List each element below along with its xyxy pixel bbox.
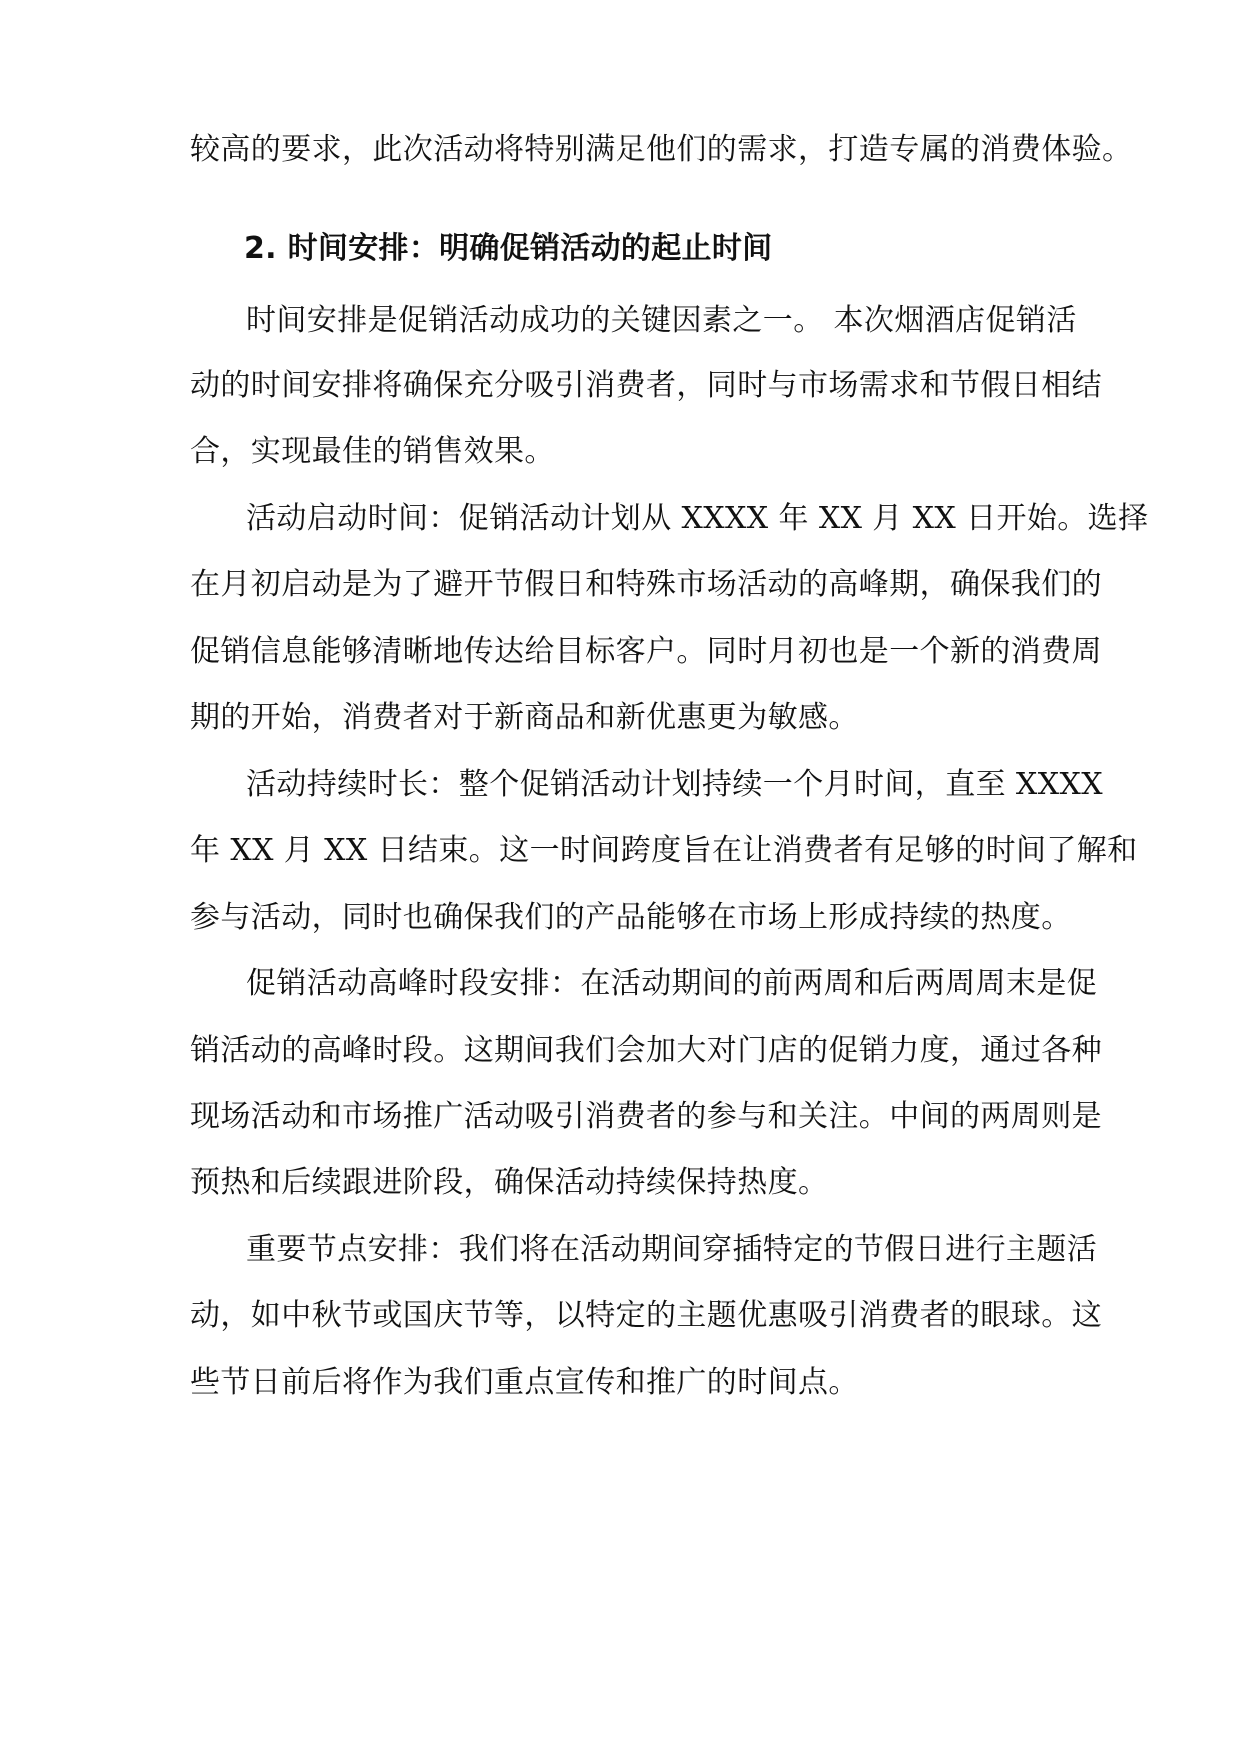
paragraph-line: 促销信息能够清晰地传达给目标客户。同时月初也是一个新的消费周	[190, 634, 1102, 669]
paragraph-line: 现场活动和市场推广活动吸引消费者的参与和关注。中间的两周则是	[190, 1099, 1102, 1134]
section-heading: 2. 时间安排：明确促销活动的起止时间	[244, 231, 773, 266]
paragraph-line: 重要节点安排：我们将在活动期间穿插特定的节假日进行主题活	[246, 1232, 1098, 1267]
paragraph-line: 参与活动，同时也确保我们的产品能够在市场上形成持续的热度。	[190, 900, 1072, 935]
paragraph-line: 期的开始，消费者对于新商品和新优惠更为敏感。	[190, 700, 859, 735]
paragraph-line: 些节日前后将作为我们重点宣传和推广的时间点。	[190, 1365, 859, 1400]
paragraph-line: 年 XX 月 XX 日结束。这一时间跨度旨在让消费者有足够的时间了解和	[190, 833, 1138, 868]
paragraph-line: 时间安排是促销活动成功的关键因素之一。 本次烟酒店促销活	[246, 303, 1077, 338]
paragraph-line: 动的时间安排将确保充分吸引消费者，同时与市场需求和节假日相结	[190, 368, 1102, 403]
paragraph-line: 较高的要求，此次活动将特别满足他们的需求，打造专属的消费体验。	[190, 132, 1133, 167]
paragraph-line: 动，如中秋节或国庆节等，以特定的主题优惠吸引消费者的眼球。这	[190, 1298, 1102, 1333]
paragraph-line: 促销活动高峰时段安排：在活动期间的前两周和后两周周末是促	[246, 966, 1098, 1001]
paragraph-line: 在月初启动是为了避开节假日和特殊市场活动的高峰期，确保我们的	[190, 567, 1102, 602]
paragraph-line: 活动持续时长：整个促销活动计划持续一个月时间，直至 XXXX	[246, 767, 1103, 802]
paragraph-line: 预热和后续跟进阶段，确保活动持续保持热度。	[190, 1165, 829, 1200]
paragraph-line: 合，实现最佳的销售效果。	[190, 434, 555, 469]
paragraph-line: 活动启动时间：促销活动计划从 XXXX 年 XX 月 XX 日开始。选择	[246, 501, 1149, 536]
paragraph-line: 销活动的高峰时段。这期间我们会加大对门店的促销力度，通过各种	[190, 1033, 1102, 1068]
